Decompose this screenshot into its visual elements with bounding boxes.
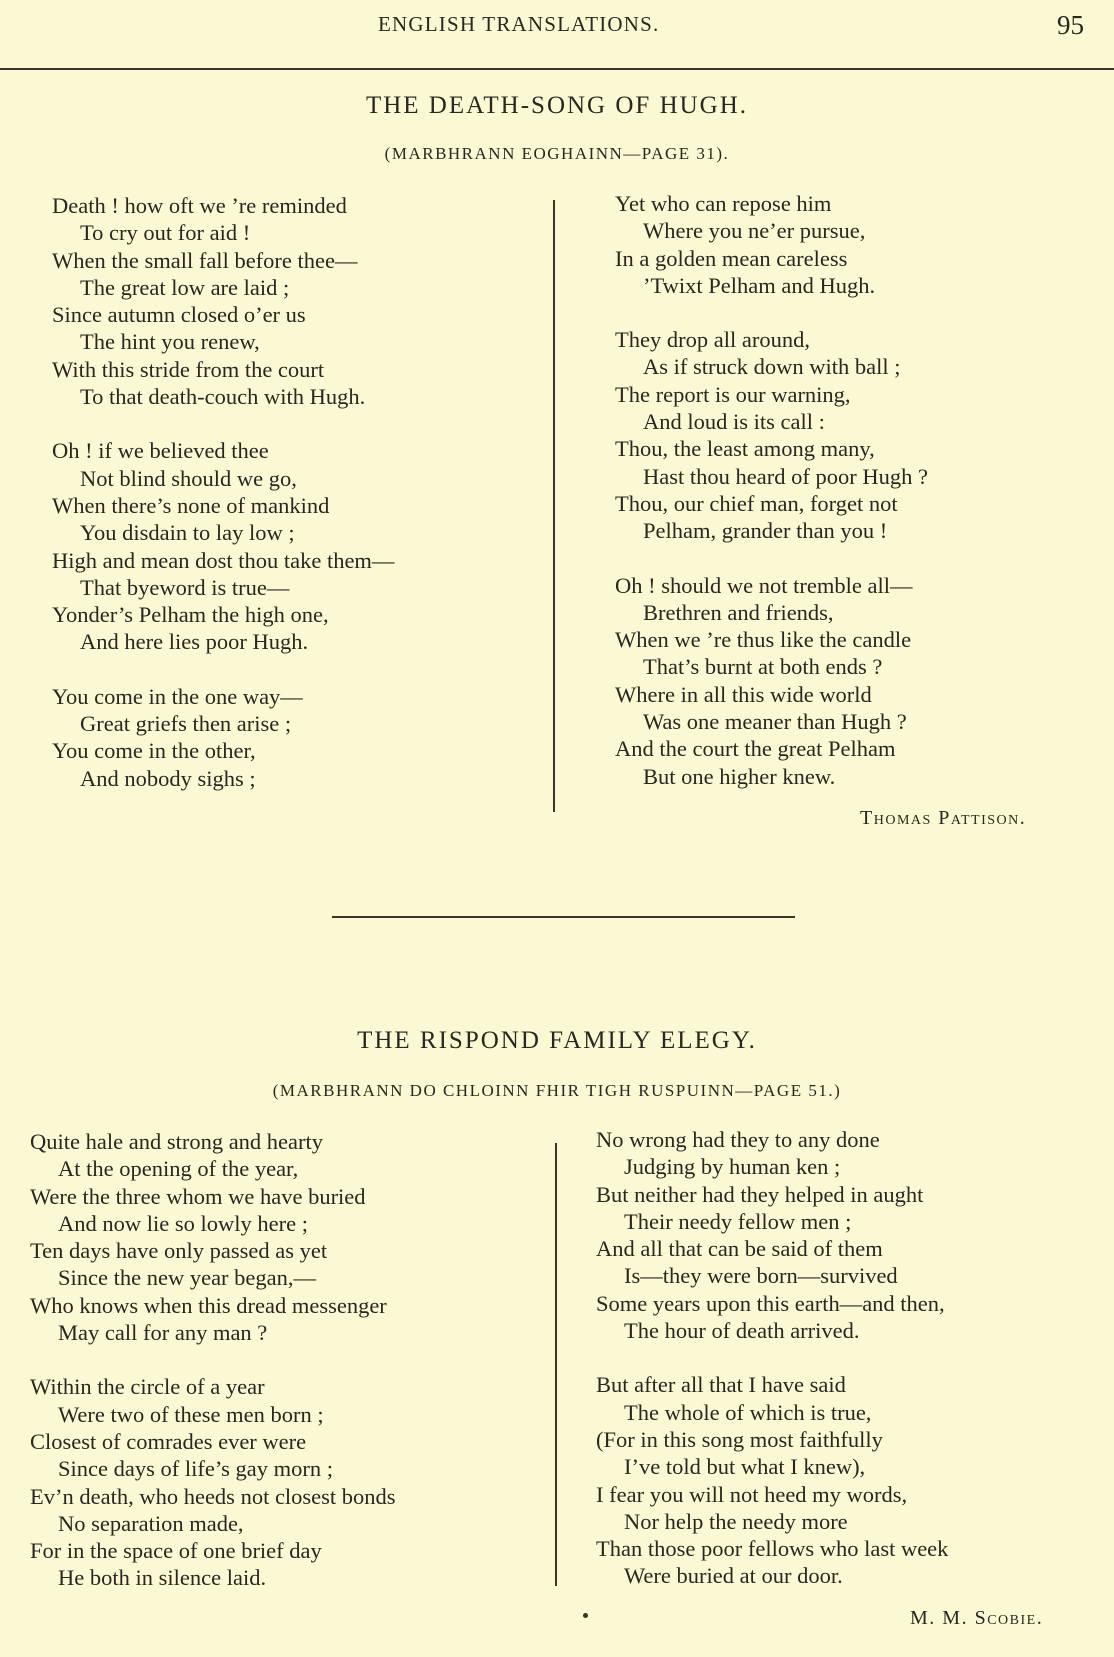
- verse-line: Where you ne’er pursue,: [643, 218, 866, 244]
- verse-line: That’s burnt at both ends ?: [643, 654, 883, 680]
- verse-line: I fear you will not heed my words,: [596, 1481, 908, 1507]
- verse-line: Ten days have only passed as yet: [30, 1238, 328, 1264]
- verse-line: Not blind should we go,: [80, 465, 297, 491]
- verse-line: Oh ! if we believed thee: [52, 438, 269, 464]
- verse-line: When the small fall before thee—: [52, 247, 358, 273]
- stanza: [596, 1126, 948, 1344]
- verse-line: But one higher knew.: [643, 763, 836, 789]
- poem-right-column: [615, 190, 928, 817]
- verse-line: Yonder’s Pelham the high one,: [52, 602, 329, 628]
- author-signature: M. M. Scobie.: [910, 1607, 1044, 1629]
- poem-source: (MARBHRANN DO CHLOINN FHIR TIGH RUSPUINN—PAGE 51.): [272, 1081, 842, 1100]
- verse-line: The report is our warning,: [615, 381, 851, 407]
- verse-line: Closest of comrades ever were: [30, 1428, 307, 1454]
- verse-line: Pelham, grander than you !: [643, 518, 888, 544]
- verse-line: He both in silence laid.: [58, 1565, 267, 1591]
- stanza: [615, 326, 928, 544]
- verse-line: Thou, our chief man, forget not: [615, 490, 898, 516]
- verse-line: And loud is its call :: [643, 409, 825, 435]
- stanza: [596, 1371, 948, 1589]
- stanza: [52, 192, 394, 410]
- verse-line: Thou, the least among many,: [615, 436, 875, 462]
- verse-line: Judging by human ken ;: [624, 1154, 841, 1180]
- verse-line: Since days of life’s gay morn ;: [58, 1456, 333, 1482]
- verse-line: Some years upon this earth—and then,: [596, 1290, 945, 1316]
- page-number: 95: [1057, 10, 1084, 40]
- author-signature: Thomas Pattison.: [860, 807, 1027, 829]
- verse-line: Quite hale and strong and hearty: [30, 1129, 324, 1154]
- header-rule: [0, 68, 1114, 70]
- stanza: [52, 437, 394, 655]
- running-head: [0, 6, 1114, 46]
- verse-line: To that death-couch with Hugh.: [80, 384, 366, 410]
- verse-line: (For in this song most faithfully: [596, 1426, 883, 1452]
- verse-line: Is—they were born—survived: [624, 1263, 898, 1289]
- verse-line: But neither had they helped in aught: [596, 1181, 924, 1207]
- verse-line: Their needy fellow men ;: [624, 1208, 852, 1234]
- verse-line: The whole of which is true,: [624, 1399, 872, 1425]
- verse-line: Since autumn closed o’er us: [52, 302, 306, 328]
- verse-line: And now lie so lowly here ;: [58, 1210, 308, 1236]
- verse-line: Ev’n death, who heeds not closest bonds: [30, 1483, 396, 1509]
- verse-line: In a golden mean careless: [615, 245, 848, 271]
- verse-line: Nor help the needy more: [624, 1508, 848, 1534]
- verse-line: And nobody sighs ;: [80, 765, 256, 791]
- ornament-dot: [583, 1613, 588, 1618]
- verse-line: Were two of these men born ;: [58, 1401, 324, 1427]
- verse-line: They drop all around,: [615, 327, 810, 353]
- verse-line: I’ve told but what I knew),: [624, 1454, 866, 1480]
- poem-source: (MARBHRANN EOGHAINN—PAGE 31).: [384, 144, 730, 163]
- verse-line: At the opening of the year,: [58, 1156, 299, 1182]
- verse-line: And the court the great Pelham: [615, 736, 896, 762]
- verse-line: As if struck down with ball ;: [643, 354, 901, 380]
- poem-left-column: [52, 192, 394, 819]
- verse-line: Hast thou heard of poor Hugh ?: [643, 463, 928, 489]
- verse-line: To cry out for aid !: [80, 220, 251, 246]
- verse-line: Brethren and friends,: [643, 599, 834, 625]
- column-rule: [555, 1143, 557, 1586]
- verse-line: And here lies poor Hugh.: [80, 629, 309, 655]
- verse-line: No wrong had they to any done: [596, 1127, 880, 1152]
- stanza: [30, 1373, 396, 1591]
- poem-right-column: [596, 1126, 948, 1617]
- verse-line: High and mean dost thou take them—: [52, 547, 395, 573]
- verse-line: Were the three whom we have buried: [30, 1183, 366, 1209]
- poem-title: THE DEATH-SONG OF HUGH.: [365, 92, 749, 119]
- verse-line: And all that can be said of them: [596, 1236, 883, 1262]
- running-title: ENGLISH TRANSLATIONS.: [378, 12, 660, 36]
- verse-line: May call for any man ?: [58, 1320, 268, 1346]
- verse-line: Yet who can repose him: [615, 191, 832, 216]
- verse-line: No separation made,: [58, 1510, 244, 1536]
- verse-line: You disdain to lay low ;: [80, 520, 295, 546]
- section-divider: [332, 916, 795, 918]
- verse-line: Than those poor fellows who last week: [596, 1536, 949, 1562]
- verse-line: You come in the one way—: [52, 683, 303, 709]
- verse-line: Death ! how oft we ’re reminded: [52, 193, 347, 218]
- verse-line: Within the circle of a year: [30, 1374, 265, 1400]
- stanza: [52, 683, 394, 792]
- stanza: [30, 1128, 396, 1346]
- poem-left-column: [30, 1128, 396, 1619]
- verse-line: Who knows when this dread messenger: [30, 1292, 387, 1318]
- verse-line: But after all that I have said: [596, 1372, 846, 1398]
- verse-line: Great griefs then arise ;: [80, 711, 292, 737]
- verse-line: When we ’re thus like the candle: [615, 627, 912, 653]
- stanza: [615, 572, 928, 790]
- verse-line: Where in all this wide world: [615, 681, 872, 707]
- verse-line: With this stride from the court: [52, 356, 325, 382]
- verse-line: Since the new year began,—: [58, 1265, 317, 1291]
- column-rule: [553, 200, 555, 812]
- poem-title: THE RISPOND FAMILY ELEGY.: [357, 1027, 757, 1054]
- verse-line: You come in the other,: [52, 738, 256, 764]
- verse-line: ’Twixt Pelham and Hugh.: [643, 272, 876, 298]
- verse-line: Was one meaner than Hugh ?: [643, 709, 907, 735]
- verse-line: That byeword is true—: [80, 574, 290, 600]
- verse-line: The hint you renew,: [80, 329, 260, 355]
- verse-line: The great low are laid ;: [80, 274, 290, 300]
- verse-line: When there’s none of mankind: [52, 492, 330, 518]
- verse-line: The hour of death arrived.: [624, 1318, 860, 1344]
- verse-line: Were buried at our door.: [624, 1563, 843, 1589]
- verse-line: Oh ! should we not tremble all—: [615, 572, 913, 598]
- verse-line: For in the space of one brief day: [30, 1538, 322, 1564]
- stanza: [615, 190, 928, 299]
